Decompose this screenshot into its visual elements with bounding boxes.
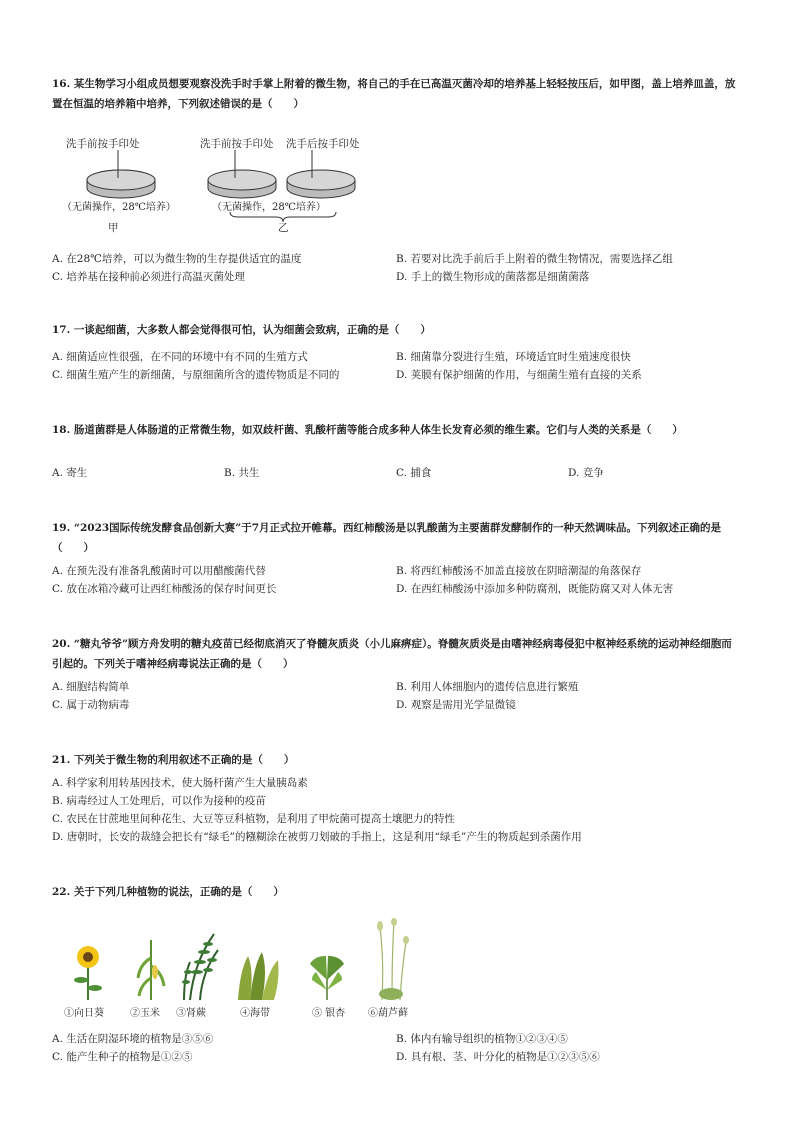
- q16-option-b[interactable]: B. 若要对比洗手前后手上附着的微生物情况，需要选择乙组: [396, 253, 673, 265]
- fern-image: [180, 932, 220, 1000]
- question-19-stem: 19. “2023国际传统发酵食品创新大赛”于7月正式拉开帷幕。西红柿酸汤是以乳酸菌为主要菌群发酵制作的一种天然调味品。下列叙述正确的是（ ）: [52, 522, 722, 554]
- q20-option-d[interactable]: D. 观察是需用光学显微镜: [396, 699, 516, 711]
- plant-label-kelp: ④海带: [240, 1008, 270, 1019]
- kelp-image: [234, 950, 282, 1000]
- figure-yi-label-2: 洗手后按手印处: [286, 138, 360, 150]
- petri-dish-yi-before: [205, 150, 279, 196]
- plant-label-ginkgo: ⑤ 银杏: [312, 1008, 346, 1019]
- q17-option-a[interactable]: A. 细菌适应性很强，在不同的环境中有不同的生殖方式: [52, 351, 308, 363]
- q16-option-a[interactable]: A. 在28℃培养，可以为微生物的生存提供适宜的温度: [52, 253, 302, 265]
- figure-jia-name: 甲: [108, 222, 119, 234]
- plant-label-corn: ②玉米: [130, 1008, 160, 1019]
- question-18-stem: 18. 肠道菌群是人体肠道的正常微生物，如双歧杆菌、乳酸杆菌等能合成多种人体生长发育必须的维生素。它们与人类的关系是（ ）: [52, 424, 683, 436]
- q20-option-a[interactable]: A. 细胞结构简单: [52, 681, 130, 693]
- figure-jia-label: 洗手前按手印处: [66, 138, 140, 150]
- q20-option-b[interactable]: B. 利用人体细胞内的遗传信息进行繁殖: [396, 681, 579, 693]
- figure-yi-note: （无菌操作，28℃培养）: [212, 202, 326, 213]
- q22-option-c[interactable]: C. 能产生种子的植物是①②⑤: [52, 1051, 193, 1063]
- question-16-stem: 16. 某生物学习小组成员想要观察没洗手时手掌上附着的微生物，将自己的手在已高温灭菌冷却的培养基上轻轻按压后，如甲图，盖上培养皿盖，放置在恒温的培养箱中培养，下列叙述错误的是（ ）: [52, 78, 736, 110]
- q22-option-b[interactable]: B. 体内有输导组织的植物①②③④⑤: [396, 1033, 568, 1045]
- q21-option-a[interactable]: A. 科学家利用转基因技术，使大肠杆菌产生大量胰岛素: [52, 777, 308, 789]
- q18-option-d[interactable]: D. 竞争: [568, 467, 604, 479]
- plant-label-fern: ③肾蕨: [176, 1008, 206, 1019]
- petri-dish-jia: [84, 150, 158, 196]
- sunflower-image: [70, 944, 106, 1000]
- q21-option-d[interactable]: D. 唐朝时，长安的裁缝会把长有“绿毛”的糨糊涂在被剪刀划破的手指上，这是利用“绿毛”产生的物质起到杀菌作用: [52, 831, 582, 843]
- question-21-stem: 21. 下列关于微生物的利用叙述不正确的是（ ）: [52, 754, 295, 766]
- q17-option-b[interactable]: B. 细菌靠分裂进行生殖，环境适宜时生殖速度很快: [396, 351, 631, 363]
- q22-option-d[interactable]: D. 具有根、茎、叶分化的植物是①②③⑤⑥: [396, 1051, 600, 1063]
- question-17-stem: 17. 一谈起细菌，大多数人都会觉得很可怕，认为细菌会致病，正确的是（ ）: [52, 324, 431, 336]
- q21-option-b[interactable]: B. 病毒经过人工处理后，可以作为接种的疫苗: [52, 795, 266, 807]
- q22-option-a[interactable]: A. 生活在阴湿环境的植物是③⑤⑥: [52, 1033, 214, 1045]
- moss-image: [372, 918, 412, 1000]
- figure-jia-note: （无菌操作，28℃培养）: [62, 202, 176, 213]
- ginkgo-image: [306, 950, 348, 1000]
- q19-option-b[interactable]: B. 将西红柿酸汤不加盖直接放在阴暗潮湿的角落保存: [396, 565, 642, 577]
- petri-dish-yi-after: [284, 150, 358, 196]
- figure-yi-label-1: 洗手前按手印处: [200, 138, 274, 150]
- q18-option-b[interactable]: B. 共生: [224, 467, 260, 479]
- q18-option-c[interactable]: C. 捕食: [396, 467, 432, 479]
- question-20-stem: 20. “糖丸爷爷”顾方舟发明的糖丸疫苗已经彻底消灭了脊髓灰质炎（小儿麻痹症）。脊髓灰质炎是由嗜神经病毒侵犯中枢神经系统的运动神经细胞而引起的。下列关于嗜神经病毒说法正确的是（ ）: [52, 638, 732, 670]
- q19-option-a[interactable]: A. 在预先没有准备乳酸菌时可以用醋酸菌代替: [52, 565, 266, 577]
- q17-option-d[interactable]: D. 荚膜有保护细菌的作用，与细菌生殖有直接的关系: [396, 369, 642, 381]
- plant-label-sunflower: ①向日葵: [64, 1008, 104, 1019]
- plant-label-moss: ⑥葫芦藓: [368, 1008, 408, 1019]
- q16-option-d[interactable]: D. 手上的微生物形成的菌落都是细菌菌落: [396, 271, 590, 283]
- corn-image: [136, 938, 166, 1000]
- q19-option-c[interactable]: C. 放在冰箱冷藏可让西红柿酸汤的保存时间更长: [52, 583, 277, 595]
- figure-yi-name: 乙: [278, 222, 289, 234]
- q16-option-c[interactable]: C. 培养基在接种前必须进行高温灭菌处理: [52, 271, 245, 283]
- q17-option-c[interactable]: C. 细菌生殖产生的新细菌，与原细菌所含的遗传物质是不同的: [52, 369, 340, 381]
- q20-option-c[interactable]: C. 属于动物病毒: [52, 699, 130, 711]
- question-22-stem: 22. 关于下列几种植物的说法，正确的是（ ）: [52, 886, 284, 898]
- q18-option-a[interactable]: A. 寄生: [52, 467, 88, 479]
- q21-option-c[interactable]: C. 农民在甘蔗地里间种花生、大豆等豆科植物，是利用了甲烷菌可提高土壤肥力的特性: [52, 813, 455, 825]
- q19-option-d[interactable]: D. 在西红柿酸汤中添加多种防腐剂，既能防腐又对人体无害: [396, 583, 674, 595]
